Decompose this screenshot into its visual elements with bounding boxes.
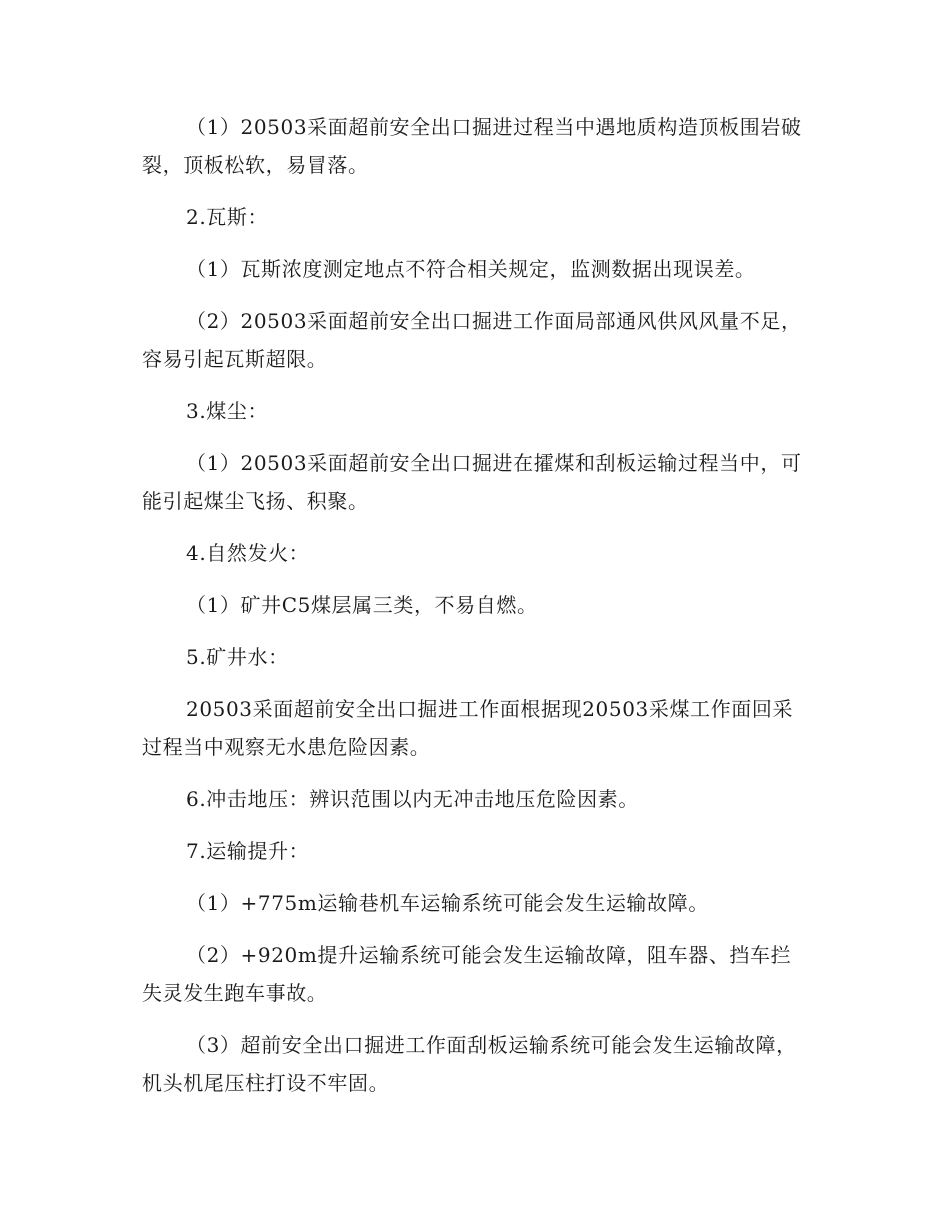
paragraph-gas-measurement: （1）瓦斯浓度测定地点不符合相关规定，监测数据出现误差。 (186, 257, 756, 281)
paragraph-rock-burst: 6.冲击地压：辨识范围以内无冲击地压危险因素。 (186, 787, 639, 811)
paragraph-mine-water: 20503采面超前安全出口掘进工作面根据现20503采煤工作面回采过程当中观察无水患危险因素。 (142, 697, 794, 759)
paragraph-roof-hazard: （1）20503采面超前安全出口掘进过程当中遇地质构造顶板围岩破裂，顶板松软，易冒落。 (142, 115, 802, 177)
document-body (142, 108, 810, 1102)
heading-mine-water: 5.矿井水： (186, 645, 289, 669)
paragraph-spontaneous-combustion: （1）矿井C5煤层属三类，不易自燃。 (186, 593, 538, 617)
paragraph-transport-scraper: （3）超前安全出口掘进工作面刮板运输系统可能会发生运输故障，机头机尾压柱打设不牢固。 (142, 1033, 797, 1095)
paragraph-transport-920: （2）+920m提升运输系统可能会发生运输故障，阻车器、挡车拦失灵发生跑车事故。 (142, 943, 792, 1005)
paragraph-gas-ventilation: （2）20503采面超前安全出口掘进工作面局部通风供风风量不足，容易引起瓦斯超限。 (142, 309, 802, 371)
heading-gas: 2.瓦斯： (186, 205, 269, 229)
paragraph-coal-dust: （1）20503采面超前安全出口掘进在攉煤和刮板运输过程当中，可能引起煤尘飞扬、积聚。 (142, 451, 802, 513)
heading-coal-dust: 3.煤尘： (186, 399, 269, 423)
paragraph-transport-775: （1）+775m运输巷机车运输系统可能会发生运输故障。 (186, 891, 709, 915)
heading-transport: 7.运输提升： (186, 839, 310, 863)
heading-spontaneous-combustion: 4.自然发火： (186, 541, 310, 565)
